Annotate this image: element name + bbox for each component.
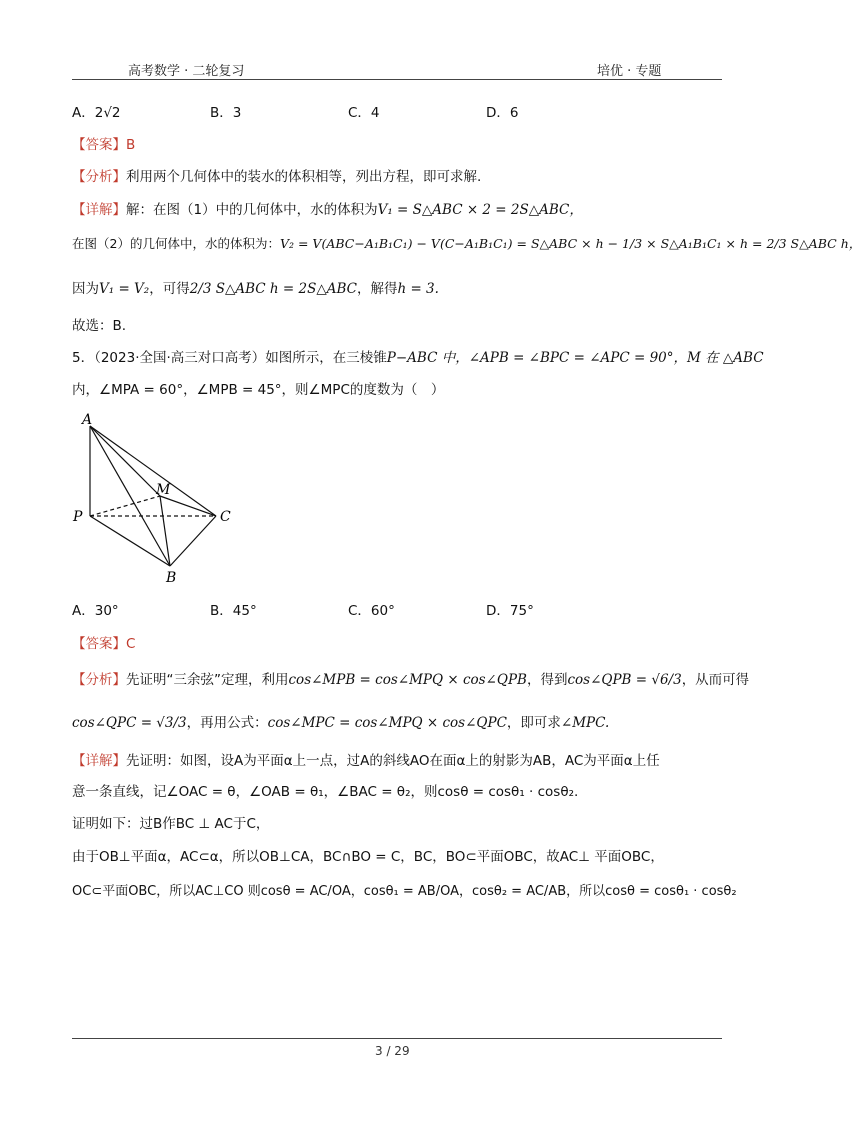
q5-detail-tag: 【详解】 xyxy=(72,753,126,769)
q4-analysis-tag: 【分析】 xyxy=(72,169,126,185)
q5-answer: C xyxy=(126,636,136,652)
q4-detail3-math2: 2/3 S△ABC h = 2S△ABC xyxy=(189,281,357,297)
q4-detail2-text: 在图（2）的几何体中，水的体积为： xyxy=(72,236,280,251)
q5-option-c: C．60° xyxy=(348,603,395,619)
q5-analysis2-text: ，再用公式： xyxy=(186,715,268,731)
q4-detail1-math: V₁ = S△ABC × 2 = 2S△ABC， xyxy=(377,202,583,218)
q4-option-b: B．3 xyxy=(210,105,242,121)
q5-answer-line xyxy=(72,632,135,652)
q4-answer-tag: 【答案】 xyxy=(72,137,126,153)
q5-analysis2-math: cos∠QPC = √3/3 xyxy=(72,715,187,731)
q4-detail-tag: 【详解】 xyxy=(72,202,126,218)
q4-detail3-text1: 因为 xyxy=(72,281,99,297)
q5-detail-line-1 xyxy=(72,749,660,769)
q4-detail-line-2 xyxy=(72,234,861,252)
q5-analysis-tag: 【分析】 xyxy=(72,672,126,688)
q4-detail2-math: V₂ = V(ABC−A₁B₁C₁) − V(C−A₁B₁C₁) = S△ABC × h − 1/3 × S△A₁B₁C₁ × h = 2/3 S△ABC h， xyxy=(279,236,861,251)
tetrahedron-figure xyxy=(68,410,258,590)
header-left: 高考数学 · 二轮复习 xyxy=(128,64,245,79)
q5-option-d: D．75° xyxy=(486,603,534,619)
q5-analysis1-math: cos∠MPB = cos∠MPQ × cos∠QPB xyxy=(288,672,527,688)
segment-am xyxy=(90,426,160,496)
footer-rule xyxy=(72,1038,722,1039)
q4-choose: 故选：B. xyxy=(72,318,127,334)
q5-stem-line-2: 内，∠MPA = 60°，∠MPB = 45°，则∠MPC的度数为（ ） xyxy=(72,382,445,398)
header-right: 培优 · 专题 xyxy=(597,64,662,79)
segment-mc xyxy=(160,496,216,516)
segment-pm-hidden xyxy=(90,496,160,516)
q5-analysis-line-2 xyxy=(72,711,609,731)
q4-detail3-text2: ，可得 xyxy=(149,281,190,297)
q4-detail3-text3: ，解得 xyxy=(356,281,398,297)
q5-analysis2-math3: ∠MPC. xyxy=(560,715,610,731)
q4-analysis-line xyxy=(72,165,481,185)
q4-detail3-math3: h = 3. xyxy=(397,281,439,297)
header-rule xyxy=(72,79,722,80)
q5-analysis2-math2: cos∠MPC = cos∠MPQ × cos∠QPC xyxy=(267,715,507,731)
q4-detail1-text: 解：在图（1）中的几何体中，水的体积为 xyxy=(126,202,378,218)
q5-detail-line-2: 意一条直线，记∠OAC = θ，∠OAB = θ₁，∠BAC = θ₂，则cosθ = cosθ₁ · cosθ₂. xyxy=(72,784,579,800)
q4-answer: B xyxy=(126,137,136,153)
q5-stem-line-1 xyxy=(72,346,764,366)
q4-analysis: 利用两个几何体中的装水的体积相等，列出方程，即可求解. xyxy=(126,169,482,185)
edge-ac xyxy=(90,426,216,516)
q5-analysis-line-1 xyxy=(72,668,749,688)
q5-proof-title: 证明如下：过B作BC ⊥ AC于C， xyxy=(72,816,270,832)
label-p: P xyxy=(73,509,83,525)
q5-analysis1-math2: cos∠QPB = √6/3 xyxy=(567,672,682,688)
q5-analysis1-text: 先证明“三余弦”定理，利用 xyxy=(126,672,289,688)
q5-analysis2-text2: ，即可求 xyxy=(506,715,561,731)
q5-detail1: 先证明：如图，设A为平面α上一点，过A的斜线AO在面α上的射影为AB，AC为平面α上任 xyxy=(126,753,660,769)
q5-stem1-math: P−ABC 中，∠APB = ∠BPC = ∠APC = 90°，M 在 △ABC xyxy=(386,350,764,366)
q5-option-a: A．30° xyxy=(72,603,119,619)
q5-answer-tag: 【答案】 xyxy=(72,636,126,652)
q4-detail-line-3 xyxy=(72,277,439,297)
segment-mb xyxy=(160,496,170,566)
label-a: A xyxy=(82,412,93,428)
q4-detail-line-1 xyxy=(72,198,583,218)
q5-stem1: 5．（2023·全国·高三对口高考）如图所示，在三棱锥 xyxy=(72,350,387,366)
q5-proof-line-2: OC⊂平面OBC，所以AC⊥CO 则cosθ = AC/OA，cosθ₁ = AB/OA，cosθ₂ = AC/AB，所以cosθ = cosθ₁ · cosθ₂ xyxy=(72,884,737,899)
label-c: C xyxy=(220,509,231,525)
label-m: M xyxy=(156,482,171,498)
q4-option-c: C．4 xyxy=(348,105,380,121)
edge-cb xyxy=(170,516,216,566)
edge-pb xyxy=(90,516,170,566)
label-b: B xyxy=(166,570,177,586)
page-number: 3 / 29 xyxy=(375,1044,410,1058)
q5-analysis1-text2: ，得到 xyxy=(526,672,568,688)
q5-proof-line-1: 由于OB⊥平面α，AC⊂α，所以OB⊥CA，BC∩BO = C，BC，BO⊂平面OBC，故AC⊥ 平面OBC， xyxy=(72,849,664,865)
q5-option-b: B．45° xyxy=(210,603,257,619)
q4-detail3-math1: V₁ = V₂ xyxy=(99,281,150,297)
q4-option-a: A．2√2 xyxy=(72,105,121,121)
q4-answer-line xyxy=(72,133,135,153)
q4-option-d: D．6 xyxy=(486,105,519,121)
q5-analysis1-text3: ，从而可得 xyxy=(681,672,750,688)
